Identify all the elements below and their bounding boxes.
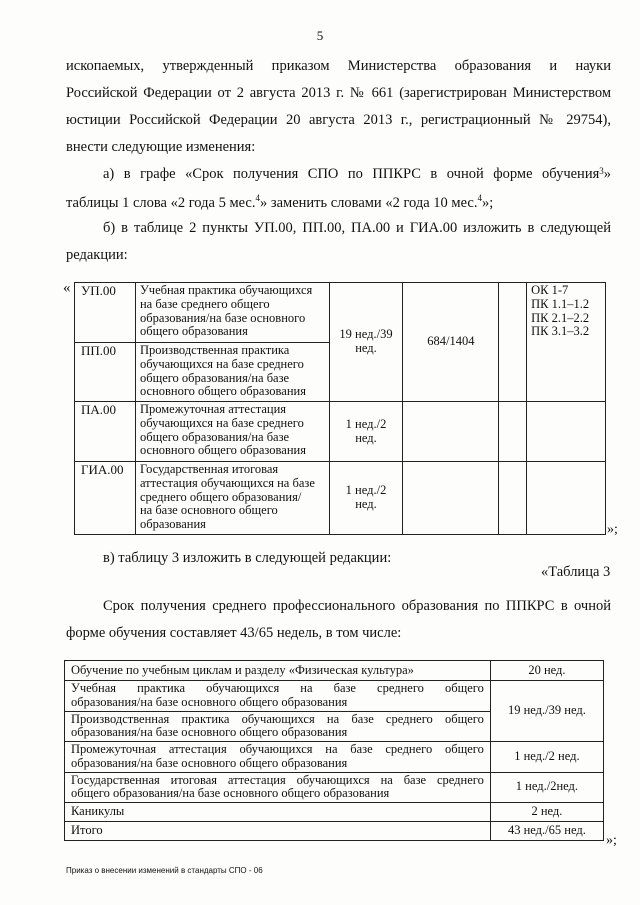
footnote-ref: 3 bbox=[599, 166, 604, 176]
table2-code: ГИА.00 bbox=[75, 462, 136, 535]
text-line: основного общего образования bbox=[139, 384, 306, 399]
item-v: в) таблицу 3 изложить в следующей редакции: bbox=[103, 550, 392, 566]
item-a-text: а) в графе «Срок получения СПО по ППКРС в очной форме обучения bbox=[103, 166, 600, 182]
table2-duration: 1 нед./2 нед. bbox=[329, 402, 403, 462]
footnote-ref: 4 bbox=[255, 193, 260, 203]
text-line: Каникулы bbox=[71, 804, 125, 819]
item-a-text: таблицы 1 слова «2 года 5 мес. bbox=[66, 194, 256, 211]
table2-empty-cell bbox=[499, 402, 527, 462]
table3-label: «Таблица 3 bbox=[541, 564, 611, 580]
text-line: обучающихся на базе среднего bbox=[139, 356, 304, 371]
item-a-quote: » bbox=[603, 166, 611, 182]
text-line: Промежуточная аттестация обучающихся на базе среднего общего bbox=[71, 742, 484, 756]
paragraph-line: Российской Федерации от 2 августа 2013 г. № 661 (зарегистрирован Министерством bbox=[66, 85, 611, 101]
text-line: Государственная итоговая аттестация обучающихся на базе среднего bbox=[71, 772, 484, 787]
item-a-text: » заменить словами «2 года 10 мес. bbox=[260, 194, 478, 211]
paragraph-line: Срок получения среднего профессионального образования по ППКРС в очной bbox=[103, 598, 611, 614]
text-line: на базе основного общего bbox=[139, 503, 278, 518]
table2-description bbox=[135, 462, 329, 535]
text-line: обучающихся на базе среднего bbox=[139, 415, 304, 430]
text-line: Обучение по учебным циклам и разделу «Физическая культура» bbox=[71, 662, 414, 677]
table3-row-value: 43 нед./65 нед. bbox=[490, 822, 603, 841]
text-line: общего образования/на базе bbox=[139, 429, 290, 444]
table3-row-label bbox=[65, 742, 491, 773]
table2-code: ПП.00 bbox=[75, 343, 136, 402]
table2-competencies bbox=[527, 283, 606, 402]
table2-code: ПА.00 bbox=[75, 402, 136, 462]
text-line: образования/на базе основного общего образования bbox=[71, 755, 348, 770]
text-line: основного общего образования bbox=[139, 443, 306, 458]
paragraph-line: внести следующие изменения: bbox=[66, 139, 256, 155]
text-line: Учебная практика обучающихся bbox=[139, 283, 313, 297]
text-line: Производственная практика обучающихся на базе среднего общего bbox=[71, 711, 484, 726]
competency: ПК 3.1–3.2 bbox=[531, 324, 590, 339]
table2-code: УП.00 bbox=[75, 283, 136, 343]
table2-hours: 684/1404 bbox=[403, 283, 499, 402]
paragraph-line: юстиции Российской Федерации 20 августа 2013 г., регистрационный № 29754), bbox=[66, 112, 611, 128]
page-footer: Приказ о внесении изменений в стандарты СПО - 06 bbox=[66, 866, 263, 875]
item-b-line-2: редакции: bbox=[66, 247, 128, 263]
table2-description bbox=[135, 283, 329, 343]
table3-row-value: 19 нед./39 нед. bbox=[490, 681, 603, 742]
table2-duration: 1 нед./2 нед. bbox=[329, 462, 403, 535]
text-line: среднего общего образования/ bbox=[139, 489, 302, 504]
table3-row-label bbox=[65, 661, 491, 681]
table3-row-label bbox=[65, 803, 491, 822]
text-line: образования/на базе основного общего образования bbox=[71, 694, 348, 709]
item-a-line-2 bbox=[66, 193, 493, 212]
item-b-line-1: б) в таблице 2 пункты УП.00, ПП.00, ПА.00 и ГИА.00 изложить в следующей bbox=[103, 220, 611, 236]
table2-description bbox=[135, 343, 329, 402]
text-line: образования bbox=[139, 517, 206, 531]
competency: ПК 1.1–1.2 bbox=[531, 296, 590, 311]
footnote-ref: 4 bbox=[477, 193, 482, 203]
table3-row-label bbox=[65, 772, 491, 803]
text-line: Итого bbox=[71, 823, 103, 838]
table3-close-mark: »; bbox=[606, 833, 617, 848]
text-line: аттестация обучающихся на базе bbox=[139, 475, 315, 490]
competency: ОК 1-7 bbox=[531, 283, 569, 297]
table3-row-value: 20 нед. bbox=[490, 661, 603, 681]
text-line: образования/на базе основного bbox=[139, 310, 306, 325]
page-number: 5 bbox=[316, 28, 324, 43]
text-line: Учебная практика обучающихся на базе среднего общего bbox=[71, 681, 484, 695]
table2-duration: 19 нед./39 нед. bbox=[329, 283, 403, 402]
table2-empty-cell bbox=[403, 402, 499, 462]
table3-row-value: 2 нед. bbox=[490, 803, 603, 822]
text-line: на базе среднего общего bbox=[139, 296, 270, 311]
text-line: Производственная практика bbox=[139, 343, 290, 357]
table-3 bbox=[64, 660, 604, 841]
table2-empty-cell bbox=[499, 283, 527, 402]
table3-row-label bbox=[65, 681, 491, 712]
table2-description bbox=[135, 402, 329, 462]
text-line: образования/на базе основного общего образования bbox=[71, 725, 348, 740]
table2-empty-cell bbox=[527, 462, 606, 535]
competency: ПК 2.1–2.2 bbox=[531, 310, 590, 325]
table2-close-mark: »; bbox=[607, 522, 618, 537]
item-a-text: »; bbox=[481, 194, 494, 211]
text-line: общего образования/на базе основного общего образования bbox=[71, 786, 390, 801]
table2-empty-cell bbox=[527, 402, 606, 462]
table3-row-label bbox=[65, 822, 491, 841]
text-line: Государственная итоговая bbox=[139, 462, 279, 476]
table2-empty-cell bbox=[403, 462, 499, 535]
text-line: общего образования/на базе bbox=[139, 370, 290, 385]
table3-row-label bbox=[65, 711, 491, 742]
text-line: Промежуточная аттестация bbox=[139, 402, 287, 416]
table3-row-value: 1 нед./2 нед. bbox=[490, 742, 603, 773]
paragraph-line: ископаемых, утвержденный приказом Министерства образования и науки bbox=[66, 58, 611, 74]
text-line: общего образования bbox=[139, 324, 248, 339]
table2-open-quote: « bbox=[63, 280, 71, 296]
paragraph-line: форме обучения составляет 43/65 недель, в том числе: bbox=[66, 625, 402, 641]
table2-empty-cell bbox=[499, 462, 527, 535]
table3-row-value: 1 нед./2нед. bbox=[490, 772, 603, 803]
item-a-line-1 bbox=[103, 166, 611, 183]
table-2 bbox=[74, 282, 606, 535]
